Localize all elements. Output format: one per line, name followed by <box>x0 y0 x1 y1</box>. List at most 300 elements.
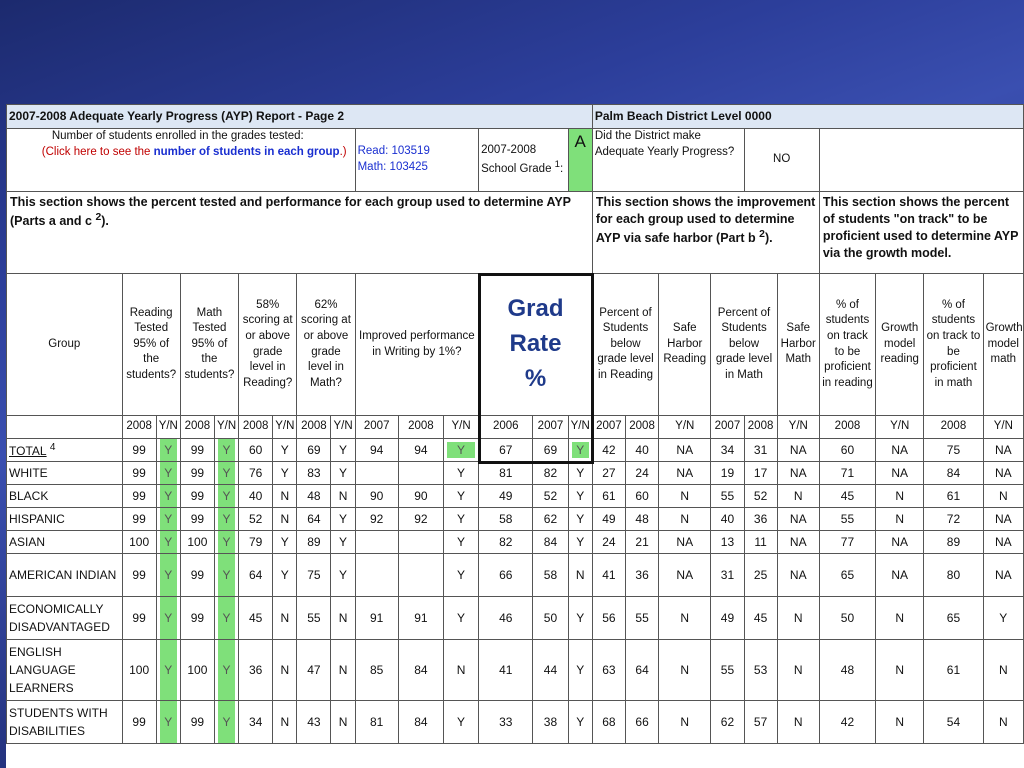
cell-value: 34 <box>248 714 263 729</box>
col-reading-tested: Reading Tested 95% of the students? <box>122 274 180 416</box>
year-header-cell: Y/N <box>659 416 711 439</box>
cell-value: Y <box>457 488 466 503</box>
cell-value: Y <box>222 567 231 582</box>
school-grade-value <box>568 129 592 192</box>
cell-value: 89 <box>946 534 961 549</box>
data-cell <box>479 554 533 597</box>
data-cell <box>568 554 592 597</box>
cell-value: NA <box>676 567 694 582</box>
cell-value: 99 <box>132 442 146 457</box>
cell-value: 99 <box>132 511 146 526</box>
year-blank <box>7 416 123 439</box>
data-cell <box>876 439 924 462</box>
data-cell <box>924 531 983 554</box>
group-name <box>7 508 123 531</box>
data-cell <box>819 531 875 554</box>
cell-value: 36 <box>635 567 649 582</box>
data-cell <box>479 462 533 485</box>
data-cell <box>983 439 1023 462</box>
cell-value: N <box>998 662 1008 677</box>
cell-value: 55 <box>720 488 735 503</box>
col-safe-harbor-reading: Safe Harbor Reading <box>659 274 711 416</box>
cell-value: 52 <box>248 511 263 526</box>
data-cell <box>297 439 331 462</box>
data-cell <box>214 439 238 462</box>
cell-value: Y <box>164 442 173 457</box>
data-cell <box>592 640 625 701</box>
data-cell <box>777 597 819 640</box>
data-cell <box>398 640 443 701</box>
enrolled-link[interactable] <box>9 145 347 161</box>
data-cell <box>626 439 659 462</box>
cell-value: Y <box>164 714 173 729</box>
data-cell <box>355 597 398 640</box>
year-header-cell: 2008 <box>744 416 777 439</box>
data-cell <box>398 554 443 597</box>
data-cell <box>239 531 273 554</box>
cell-value: 36 <box>248 662 263 677</box>
cell-value: 33 <box>499 714 513 729</box>
cell-value: Y <box>576 662 585 677</box>
col-math-62: 62% scoring at or above grade level in Math? <box>297 274 355 416</box>
data-cell <box>331 462 355 485</box>
data-cell <box>777 554 819 597</box>
data-cell <box>297 701 331 744</box>
cell-value: Y <box>457 610 466 625</box>
data-cell <box>592 554 625 597</box>
data-cell <box>777 640 819 701</box>
data-cell <box>711 439 744 462</box>
data-cell <box>876 485 924 508</box>
data-cell <box>626 462 659 485</box>
read-count: Read: 103519 <box>357 145 430 158</box>
data-cell <box>983 701 1023 744</box>
data-cell <box>983 531 1023 554</box>
data-cell <box>659 531 711 554</box>
cell-value: 40 <box>248 488 263 503</box>
cell-value: 61 <box>946 488 961 503</box>
cell-value: 75 <box>946 442 961 457</box>
data-cell <box>659 554 711 597</box>
data-cell <box>331 485 355 508</box>
data-cell <box>297 640 331 701</box>
col-reading-58: 58% scoring at or above grade level in Reading? <box>239 274 297 416</box>
cell-value: N <box>895 488 905 503</box>
data-cell <box>214 597 238 640</box>
cell-value: 91 <box>370 610 384 625</box>
data-cell <box>180 640 214 701</box>
ayp-report-sheet <box>6 104 1024 768</box>
cell-value: N <box>680 488 690 503</box>
data-cell <box>122 640 156 701</box>
data-cell <box>744 597 777 640</box>
year-header-cell: 2006 <box>479 416 533 439</box>
col-growth-math: Growth model math <box>983 274 1023 416</box>
data-cell <box>592 508 625 531</box>
data-cell <box>777 701 819 744</box>
data-cell <box>443 531 478 554</box>
data-cell <box>876 597 924 640</box>
cell-value: 100 <box>187 534 208 549</box>
col-math-tested: Math Tested 95% of the students? <box>180 274 238 416</box>
grade-footnote: 1 <box>554 158 560 170</box>
cell-value: Y <box>222 534 231 549</box>
cell-value: Y <box>222 488 231 503</box>
data-cell <box>711 508 744 531</box>
data-cell <box>479 531 533 554</box>
data-cell <box>398 439 443 462</box>
cell-value: 99 <box>132 465 146 480</box>
data-cell <box>983 485 1023 508</box>
cell-value: Y <box>280 442 289 457</box>
cell-value: 58 <box>499 511 513 526</box>
data-cell <box>744 531 777 554</box>
data-cell <box>180 554 214 597</box>
year-header-cell: 2008 <box>239 416 273 439</box>
cell-value: Y <box>339 567 348 582</box>
data-cell <box>819 597 875 640</box>
data-cell <box>592 485 625 508</box>
cell-value: 82 <box>543 465 558 480</box>
year-header-cell: Y/N <box>777 416 819 439</box>
data-cell <box>443 462 478 485</box>
cell-value: 48 <box>840 662 855 677</box>
cell-value: 68 <box>602 714 616 729</box>
cell-value: 31 <box>753 442 768 457</box>
data-cell <box>983 462 1023 485</box>
cell-value: NA <box>789 465 807 480</box>
cell-value: Y <box>280 465 289 480</box>
math-count: Math: 103425 <box>357 161 428 173</box>
section-1-text: This section shows the percent tested and performance for each group used to determine AYP (Parts a and c <box>10 195 571 229</box>
cell-value: 60 <box>840 442 855 457</box>
data-cell <box>568 462 592 485</box>
cell-value: Y <box>164 534 173 549</box>
cell-value: 55 <box>840 511 855 526</box>
data-cell <box>122 554 156 597</box>
data-cell <box>331 597 355 640</box>
data-cell <box>214 640 238 701</box>
data-cell <box>355 554 398 597</box>
cell-value: Y <box>222 442 231 457</box>
cell-value: Y <box>222 662 231 677</box>
cell-value: 49 <box>499 488 513 503</box>
cell-value: 81 <box>499 465 513 480</box>
group-name <box>7 554 123 597</box>
cell-value: N <box>280 662 290 677</box>
data-cell <box>626 640 659 701</box>
data-cell <box>331 554 355 597</box>
cell-value: 60 <box>635 488 649 503</box>
data-cell <box>355 640 398 701</box>
data-cell <box>297 462 331 485</box>
cell-value: 61 <box>602 488 616 503</box>
data-cell <box>180 485 214 508</box>
cell-value: 49 <box>602 511 616 526</box>
data-cell <box>533 485 568 508</box>
data-cell <box>924 485 983 508</box>
data-cell <box>659 640 711 701</box>
cell-value: 76 <box>248 465 263 480</box>
data-cell <box>626 485 659 508</box>
data-cell <box>398 701 443 744</box>
cell-value: NA <box>891 534 909 549</box>
data-cell <box>156 462 180 485</box>
data-cell <box>777 439 819 462</box>
data-cell <box>533 439 568 462</box>
empty-cell <box>819 129 1023 192</box>
cell-value: 100 <box>187 662 208 677</box>
data-cell <box>777 508 819 531</box>
cell-value: 90 <box>370 488 384 503</box>
data-cell <box>711 554 744 597</box>
cell-value: Y <box>457 714 466 729</box>
cell-value: 45 <box>248 610 263 625</box>
year-header-cell: Y/N <box>156 416 180 439</box>
cell-value: Y <box>222 511 231 526</box>
group-label: ECONOMICALLY DISADVANTAGED <box>9 602 110 634</box>
data-cell <box>983 597 1023 640</box>
cell-value: Y <box>339 442 348 457</box>
cell-value: 31 <box>720 567 735 582</box>
data-cell <box>568 597 592 640</box>
cell-value: 50 <box>840 610 855 625</box>
cell-value: N <box>338 662 348 677</box>
cell-value: N <box>680 511 690 526</box>
cell-value: Y <box>339 534 348 549</box>
cell-value: 99 <box>132 610 146 625</box>
data-cell <box>659 439 711 462</box>
cell-value: 64 <box>307 511 321 526</box>
cell-value: Y <box>164 610 173 625</box>
cell-value: N <box>680 610 690 625</box>
cell-value: 25 <box>753 567 768 582</box>
data-cell <box>924 554 983 597</box>
data-cell <box>355 439 398 462</box>
cell-value: 24 <box>635 465 649 480</box>
cell-value: Y <box>164 567 173 582</box>
data-cell <box>626 597 659 640</box>
data-cell <box>273 439 297 462</box>
data-cell <box>297 597 331 640</box>
data-cell <box>239 439 273 462</box>
cell-value: 19 <box>720 465 735 480</box>
cell-value: 99 <box>132 488 146 503</box>
data-cell <box>659 462 711 485</box>
cell-value: 55 <box>720 662 735 677</box>
cell-value: Y <box>280 567 289 582</box>
data-cell <box>592 531 625 554</box>
data-cell <box>398 462 443 485</box>
cell-value: N <box>895 662 905 677</box>
year-header-cell: 2007 <box>711 416 744 439</box>
data-cell <box>180 701 214 744</box>
cell-value: 92 <box>414 511 428 526</box>
data-cell <box>819 439 875 462</box>
cell-value: 52 <box>753 488 768 503</box>
year-header-cell: Y/N <box>876 416 924 439</box>
col-pct-below-reading: Percent of Students below grade level in Reading <box>592 274 658 416</box>
cell-value: Y <box>999 610 1008 625</box>
year-header-cell: 2008 <box>398 416 443 439</box>
table-row <box>7 531 1024 554</box>
data-cell <box>744 701 777 744</box>
group-name <box>7 531 123 554</box>
cell-value: 99 <box>190 714 205 729</box>
cell-value: 84 <box>414 714 428 729</box>
cell-value: 89 <box>307 534 321 549</box>
grad-rate-line3: % <box>524 364 547 392</box>
data-cell <box>214 508 238 531</box>
data-cell <box>777 462 819 485</box>
cell-value: 56 <box>602 610 616 625</box>
cell-value: Y <box>164 662 173 677</box>
group-label: AMERICAN INDIAN <box>9 568 117 582</box>
cell-value: 81 <box>370 714 384 729</box>
cell-value: 62 <box>543 511 558 526</box>
year-header-cell: 2008 <box>122 416 156 439</box>
section-3-description: This section shows the percent of students "on track" to be proficient used to determine AYP via the growth model. <box>819 192 1023 274</box>
data-cell <box>533 554 568 597</box>
data-cell <box>983 554 1023 597</box>
cell-value: Y <box>576 714 585 729</box>
cell-value: N <box>575 567 585 582</box>
year-header-cell: 2008 <box>924 416 983 439</box>
data-cell <box>983 640 1023 701</box>
district-title: Palm Beach District Level 0000 <box>592 105 1023 129</box>
cell-value: NA <box>891 567 909 582</box>
enrolled-label: Number of students enrolled in the grades tested: <box>51 130 304 142</box>
cell-value: 21 <box>635 534 649 549</box>
cell-value: N <box>793 662 803 677</box>
cell-value: 99 <box>190 610 205 625</box>
cell-value: 99 <box>190 511 205 526</box>
data-cell <box>214 554 238 597</box>
cell-value: N <box>793 488 803 503</box>
cell-value: 99 <box>190 567 205 582</box>
table-row <box>7 485 1024 508</box>
section-2-sup: 2 <box>759 228 765 240</box>
data-cell <box>479 508 533 531</box>
cell-value: 84 <box>543 534 558 549</box>
cell-value: 40 <box>720 511 735 526</box>
data-cell <box>568 485 592 508</box>
data-cell <box>273 508 297 531</box>
data-cell <box>156 531 180 554</box>
data-cell <box>398 508 443 531</box>
group-label: BLACK <box>9 489 49 503</box>
data-cell <box>297 508 331 531</box>
cell-value: 94 <box>414 442 428 457</box>
cell-value: NA <box>994 534 1012 549</box>
data-cell <box>443 701 478 744</box>
data-cell <box>659 597 711 640</box>
data-cell <box>924 597 983 640</box>
cell-value: NA <box>891 465 909 480</box>
cell-value: 99 <box>132 714 146 729</box>
data-cell <box>156 485 180 508</box>
cell-value: 62 <box>720 714 735 729</box>
cell-value: 48 <box>307 488 321 503</box>
data-cell <box>924 462 983 485</box>
cell-value: Y <box>457 511 466 526</box>
data-cell <box>659 508 711 531</box>
data-cell <box>592 701 625 744</box>
group-footnote: 4 <box>49 442 56 453</box>
cell-value: 83 <box>307 465 321 480</box>
data-cell <box>744 485 777 508</box>
section-2-text: This section shows the improvement for each group used to determine AYP via safe harbor (Part b <box>595 195 816 245</box>
enrolled-cell <box>7 129 356 192</box>
data-cell <box>273 531 297 554</box>
cell-value: 82 <box>499 534 513 549</box>
cell-value: 72 <box>946 511 961 526</box>
cell-value: N <box>338 714 348 729</box>
cell-value: 42 <box>840 714 855 729</box>
cell-value: 46 <box>499 610 513 625</box>
grade-letter-a: A <box>574 132 586 151</box>
enrolled-link-post: .) <box>339 145 347 158</box>
data-cell <box>819 554 875 597</box>
cell-value: N <box>793 610 803 625</box>
data-cell <box>214 701 238 744</box>
data-cell <box>819 462 875 485</box>
cell-value: N <box>998 488 1008 503</box>
cell-value: 99 <box>132 567 146 582</box>
cell-value: 43 <box>307 714 321 729</box>
cell-value: 27 <box>602 465 616 480</box>
cell-value: NA <box>994 511 1012 526</box>
data-cell <box>592 597 625 640</box>
data-cell <box>711 701 744 744</box>
data-cell <box>626 508 659 531</box>
data-cell <box>180 597 214 640</box>
group-rows <box>7 439 1024 744</box>
cell-value: 80 <box>946 567 961 582</box>
cell-value: Y <box>576 488 585 503</box>
data-cell <box>876 462 924 485</box>
cell-value: 84 <box>946 465 961 480</box>
grade-label-text: School Grade <box>481 162 552 175</box>
cell-value: 69 <box>543 442 558 457</box>
data-cell <box>479 439 533 462</box>
cell-value: 38 <box>543 714 558 729</box>
data-cell <box>876 640 924 701</box>
cell-value: 45 <box>840 488 855 503</box>
data-cell <box>626 554 659 597</box>
cell-value: N <box>280 714 290 729</box>
table-row <box>7 508 1024 531</box>
cell-value: 64 <box>635 662 649 677</box>
cell-value: 100 <box>129 662 150 677</box>
cell-value: Y <box>576 610 585 625</box>
ayp-report-table <box>6 104 1024 744</box>
data-cell <box>744 462 777 485</box>
cell-value: 85 <box>370 662 384 677</box>
data-cell <box>156 508 180 531</box>
data-cell <box>924 439 983 462</box>
section-2-description <box>592 192 819 274</box>
year-header-cell: Y/N <box>568 416 592 439</box>
tested-counts <box>355 129 479 192</box>
cell-value: N <box>998 714 1008 729</box>
group-name <box>7 439 123 462</box>
enrolled-link-pre: (Click here to see the <box>41 145 154 158</box>
data-cell <box>398 597 443 640</box>
data-cell <box>568 508 592 531</box>
data-cell <box>331 508 355 531</box>
data-cell <box>819 508 875 531</box>
